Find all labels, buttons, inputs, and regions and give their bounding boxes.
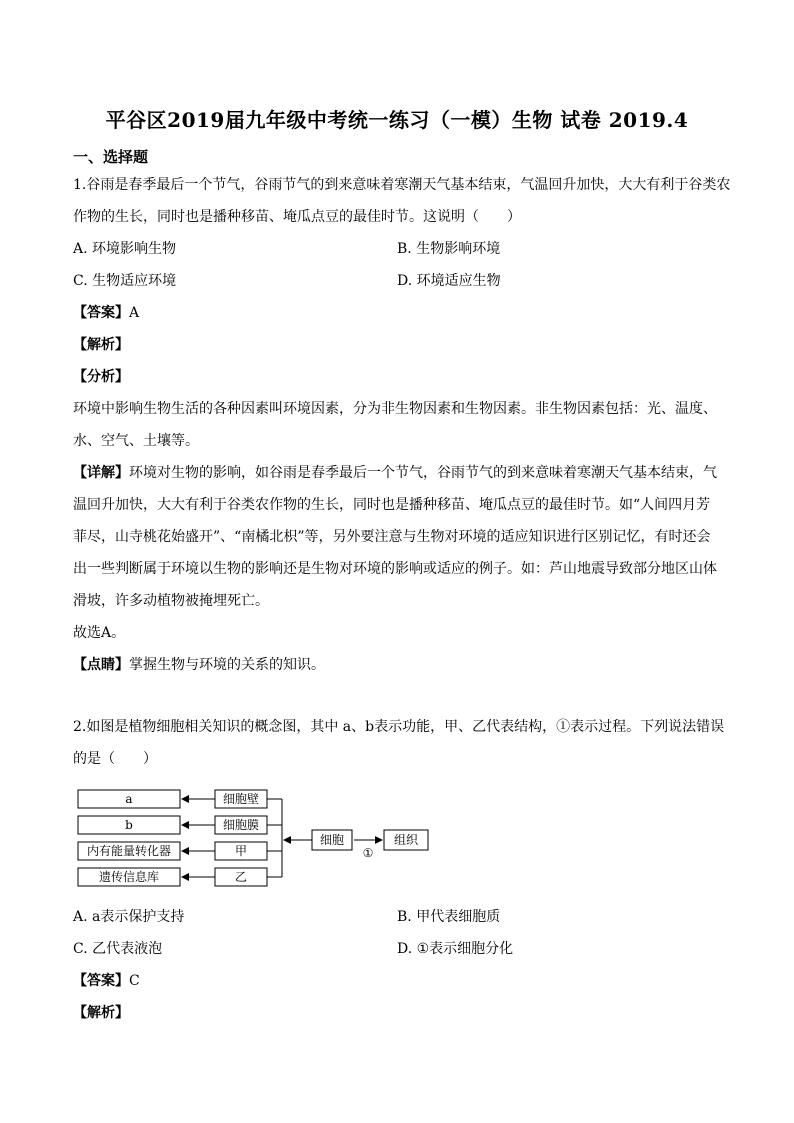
q1-stem-line1: 1.谷雨是春季最后一个节气，谷雨节气的到来意味着寒潮天气基本结束，气温回升加快，大大有利于谷类农	[73, 177, 731, 193]
box-energy-label: 内有能量转化器	[86, 844, 172, 858]
q1-stem-line2: 作物的生长，同时也是播种移苗、埯瓜点豆的最佳时节。这说明（ ）	[73, 209, 521, 225]
q2-option-a: A. a表示保护支持	[73, 909, 185, 925]
q1-fenxi-tag: 【分析】	[73, 369, 129, 385]
q1-option-b: B. 生物影响环境	[397, 241, 501, 257]
q1-detail-line5: 滑坡，许多动植物被掩埋死亡。	[73, 593, 269, 609]
box-cell-membrane-label: 细胞膜	[222, 818, 260, 832]
concept-map-diagram	[70, 782, 440, 892]
q1-detail-row	[73, 464, 733, 482]
box-cell-label: 细胞	[319, 833, 345, 847]
q1-detail-line2: 温回升加快，大大有利于谷类农作物的生长，同时也是播种移苗、埯瓜点豆的最佳时节。如“人间四月芳	[73, 497, 711, 513]
q1-detail-line3: 菲尽，山寺桃花始盛开”、“南橘北枳”等，另外要注意与生物对环境的适应知识进行区别记忆，有时还会	[73, 529, 711, 545]
q2-option-d: D. ①表示细胞分化	[397, 941, 514, 957]
q2-option-b: B. 甲代表细胞质	[397, 909, 501, 925]
box-jia-label: 甲	[234, 844, 248, 858]
q1-answer-row	[73, 304, 733, 322]
q1-fenxi-line2: 水、空气、土壤等。	[73, 433, 199, 449]
q1-detail-line1: 环境对生物的影响，如谷雨是春季最后一个节气，谷雨节气的到来意味着寒潮天气基本结束，气	[129, 465, 717, 481]
box-a-label: a	[125, 792, 133, 806]
box-cell-wall-label: 细胞壁	[222, 792, 260, 806]
q2-analysis-tag: 【解析】	[73, 1005, 129, 1021]
q1-option-c: C. 生物适应环境	[73, 273, 177, 289]
q1-comment-row	[73, 656, 733, 674]
process-label: ①	[362, 846, 374, 860]
q2-stem-line2: 的是（ ）	[73, 751, 157, 767]
q1-answer: A	[129, 305, 140, 321]
q1-fenxi-line1: 环境中影响生物生活的各种因素叫环境因素，分为非生物因素和生物因素。非生物因素包括：光、温度、	[73, 401, 717, 417]
q1-conclusion: 故选A。	[73, 625, 126, 641]
q1-option-d: D. 环境适应生物	[397, 273, 501, 289]
q1-analysis-tag: 【解析】	[73, 337, 129, 353]
box-b-label: b	[125, 818, 133, 832]
q1-answer-tag: 【答案】	[73, 305, 129, 321]
box-tissue-label: 组织	[393, 833, 419, 847]
box-genetic-label: 遗传信息库	[98, 870, 160, 884]
exam-title: 平谷区2019届九年级中考统一练习（一模）生物 试卷 2019.4	[105, 108, 689, 132]
q1-comment-tag: 【点睛】	[73, 657, 129, 673]
q2-answer-tag: 【答案】	[73, 973, 129, 989]
q2-answer-row	[73, 972, 733, 990]
section-heading: 一、选择题	[73, 148, 149, 166]
q1-comment: 掌握生物与环境的关系的知识。	[129, 657, 325, 673]
q2-answer: C	[129, 973, 140, 989]
q1-option-a: A. 环境影响生物	[73, 241, 177, 257]
box-yi-label: 乙	[234, 870, 248, 884]
q2-stem-line1: 2.如图是植物细胞相关知识的概念图，其中 a、b表示功能，甲、乙代表结构，①表示过程。下列说法错误	[73, 719, 725, 735]
q1-detail-tag: 【详解】	[73, 465, 129, 481]
q2-option-c: C. 乙代表液泡	[73, 941, 163, 957]
q1-detail-line4: 出一些判断属于环境以生物的影响还是生物对环境的影响或适应的例子。如：芦山地震导致部分地区山体	[73, 561, 717, 577]
